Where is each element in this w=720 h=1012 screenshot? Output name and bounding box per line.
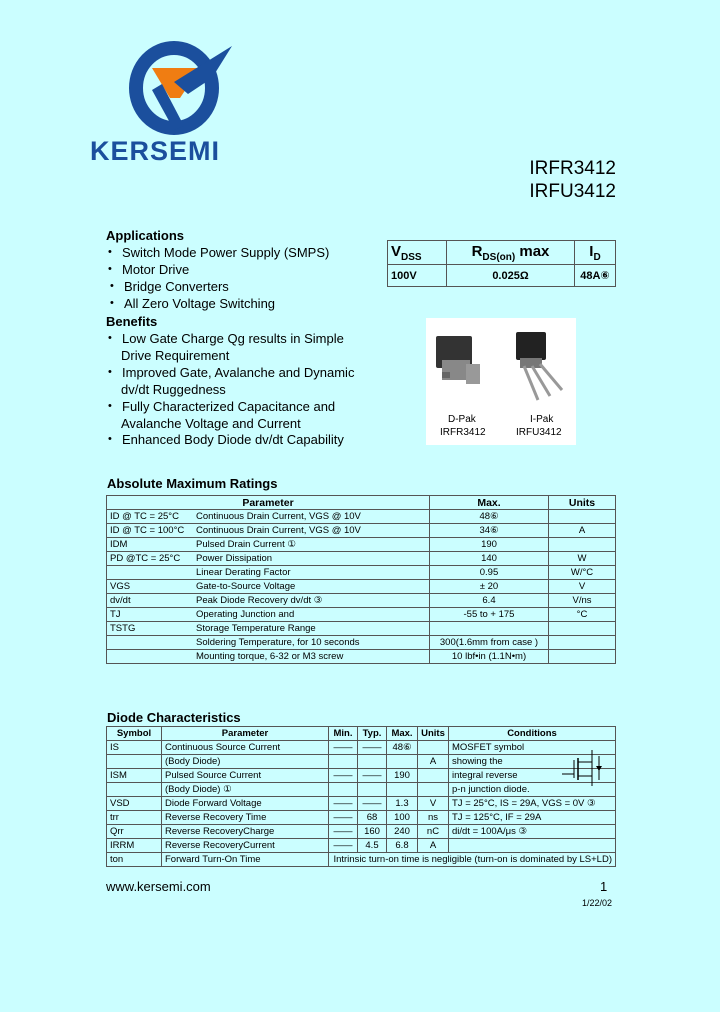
ipak-label: I-Pak	[530, 414, 554, 425]
cell-conditions: TJ = 125°C, IF = 29A	[449, 811, 616, 825]
rds-header: $R_{DS(on)}$ max	[447, 241, 575, 265]
cell-symbol: ton	[107, 853, 162, 867]
cell-parameter: Operating Junction and	[193, 608, 430, 622]
diode-row	[107, 839, 616, 853]
revision-date: 1/22/02	[582, 898, 613, 908]
cell-units: A	[549, 524, 616, 538]
ipak-part: IRFU3412	[516, 427, 562, 438]
cell-max	[430, 622, 549, 636]
cell-units: A	[418, 755, 449, 769]
diode-heading: Diode Characteristics	[107, 710, 241, 725]
cell-min: ——	[329, 811, 358, 825]
abs-max-row	[107, 580, 616, 594]
cell-units	[549, 622, 616, 636]
col-symbol: Symbol	[107, 727, 162, 741]
cell-units: A	[418, 839, 449, 853]
cell-max: 140	[430, 552, 549, 566]
cell-max: -55 to + 175	[430, 608, 549, 622]
part-number-2: IRFU3412	[529, 181, 616, 202]
cell-parameter: Reverse Recovery Time	[162, 811, 329, 825]
cell-typ	[358, 755, 387, 769]
app-item: • Motor Drive	[122, 261, 189, 278]
cell-units	[549, 538, 616, 552]
col-conditions: Conditions	[449, 727, 616, 741]
abs-max-row	[107, 524, 616, 538]
cell-typ: ——	[358, 741, 387, 755]
cell-typ: 4.5	[358, 839, 387, 853]
abs-max-table	[106, 495, 616, 664]
cell-max: 240	[387, 825, 418, 839]
cell-max: 100	[387, 811, 418, 825]
cell-symbol: IRRM	[107, 839, 162, 853]
cell-symbol: VSD	[107, 797, 162, 811]
cell-conditions: showing the	[449, 755, 616, 769]
cell-max: 1.3	[387, 797, 418, 811]
cell-parameter: Storage Temperature Range	[193, 622, 430, 636]
package-photo	[426, 318, 576, 445]
diode-row	[107, 755, 616, 769]
cell-symbol: TSTG	[107, 622, 194, 636]
cell-symbol: Qrr	[107, 825, 162, 839]
app-item: • Bridge Converters	[124, 278, 229, 295]
col-parameter: Parameter	[162, 727, 329, 741]
cell-symbol: IS	[107, 741, 162, 755]
benefit-item-cont: dv/dt Ruggedness	[121, 382, 226, 397]
cell-units	[549, 650, 616, 664]
cell-min: ——	[329, 825, 358, 839]
cell-max: 6.8	[387, 839, 418, 853]
abs-max-heading: Absolute Maximum Ratings	[107, 476, 278, 491]
cell-symbol	[107, 783, 162, 797]
abs-max-row	[107, 636, 616, 650]
cell-units: W/°C	[549, 566, 616, 580]
benefit-item: • Fully Characterized Capacitance and	[122, 398, 335, 415]
cell-min	[329, 783, 358, 797]
cell-symbol: ID @ TC = 100°C	[107, 524, 194, 538]
key-spec-table	[387, 240, 616, 287]
cell-units: V	[549, 580, 616, 594]
cell-conditions	[449, 839, 616, 853]
rds-value: 0.025Ω	[447, 265, 575, 287]
cell-symbol: ISM	[107, 769, 162, 783]
cell-parameter: Power Dissipation	[193, 552, 430, 566]
cell-max	[387, 755, 418, 769]
benefit-item: • Low Gate Charge Qg results in Simple	[122, 330, 344, 347]
abs-max-row	[107, 650, 616, 664]
cell-parameter: Forward Turn-On Time	[162, 853, 329, 867]
diode-row	[107, 797, 616, 811]
page-number: 1	[600, 879, 608, 894]
cell-max: 34⑥	[430, 524, 549, 538]
cell-parameter: Linear Derating Factor	[193, 566, 430, 580]
cell-conditions: integral reverse	[449, 769, 616, 783]
id-header: $I_D$	[575, 241, 616, 265]
col-parameter: Parameter	[107, 496, 430, 510]
footer-url[interactable]: www.kersemi.com	[106, 879, 211, 894]
cell-units: V/ns	[549, 594, 616, 608]
cell-parameter: Soldering Temperature, for 10 seconds	[193, 636, 430, 650]
col-min: Min.	[329, 727, 358, 741]
diode-table	[106, 726, 616, 867]
cell-max: 190	[387, 769, 418, 783]
abs-max-row	[107, 552, 616, 566]
cell-symbol: IDM	[107, 538, 194, 552]
cell-max: 190	[430, 538, 549, 552]
cell-parameter: (Body Diode) ①	[162, 783, 329, 797]
cell-max: 48⑥	[430, 510, 549, 524]
app-item: • Switch Mode Power Supply (SMPS)	[122, 244, 329, 261]
cell-parameter: Peak Diode Recovery dv/dt ③	[193, 594, 430, 608]
cell-max: 10 lbf•in (1.1N•m)	[430, 650, 549, 664]
cell-max: 0.95	[430, 566, 549, 580]
cell-typ: ——	[358, 797, 387, 811]
cell-units: °C	[549, 608, 616, 622]
cell-conditions: TJ = 25°C, IS = 29A, VGS = 0V ③	[449, 797, 616, 811]
abs-max-row	[107, 594, 616, 608]
col-units: Units	[549, 496, 616, 510]
cell-symbol: dv/dt	[107, 594, 194, 608]
abs-max-row	[107, 566, 616, 580]
cell-symbol	[107, 566, 194, 580]
benefit-item: • Enhanced Body Diode dv/dt Capability	[122, 431, 344, 448]
vdss-header: $V_{DSS}$	[388, 241, 447, 265]
benefits-heading: Benefits	[106, 314, 158, 329]
cell-units	[418, 769, 449, 783]
kersemi-logo	[122, 38, 240, 136]
col-max: Max.	[430, 496, 549, 510]
abs-max-row	[107, 538, 616, 552]
cell-conditions: Intrinsic turn-on time is negligible (turn-on is dominated by LS+LD)	[329, 853, 616, 867]
dpak-label: D-Pak	[448, 414, 476, 425]
benefit-item-cont: Avalanche Voltage and Current	[121, 416, 301, 431]
package-image	[426, 318, 576, 408]
vdss-value: 100V	[388, 265, 447, 287]
cell-parameter: Continuous Drain Current, VGS @ 10V	[193, 524, 430, 538]
cell-units: nC	[418, 825, 449, 839]
benefit-item: • Improved Gate, Avalanche and Dynamic	[122, 364, 354, 381]
cell-symbol: PD @TC = 25°C	[107, 552, 194, 566]
cell-units	[418, 741, 449, 755]
benefit-item-cont: Drive Requirement	[121, 348, 230, 363]
diode-row	[107, 769, 616, 783]
col-units: Units	[418, 727, 449, 741]
diode-row	[107, 811, 616, 825]
cell-parameter: Reverse RecoveryCharge	[162, 825, 329, 839]
cell-units: ns	[418, 811, 449, 825]
cell-min: ——	[329, 741, 358, 755]
cell-units	[418, 783, 449, 797]
cell-units: W	[549, 552, 616, 566]
cell-typ: 160	[358, 825, 387, 839]
logo-wordmark: KERSEMI	[90, 136, 221, 166]
diode-row	[107, 853, 616, 867]
cell-max: 6.4	[430, 594, 549, 608]
cell-symbol: VGS	[107, 580, 194, 594]
diode-row	[107, 783, 616, 797]
cell-max: ± 20	[430, 580, 549, 594]
cell-units	[549, 636, 616, 650]
cell-min	[329, 755, 358, 769]
applications-heading: Applications	[106, 228, 185, 243]
cell-symbol	[107, 755, 162, 769]
cell-conditions: di/dt = 100A/μs ③	[449, 825, 616, 839]
cell-max: 48⑥	[387, 741, 418, 755]
cell-typ: 68	[358, 811, 387, 825]
mosfet-symbol-icon	[556, 744, 608, 790]
cell-parameter: Pulsed Source Current	[162, 769, 329, 783]
cell-symbol: trr	[107, 811, 162, 825]
abs-max-row	[107, 608, 616, 622]
cell-parameter: Mounting torque, 6-32 or M3 screw	[193, 650, 430, 664]
cell-symbol	[107, 650, 194, 664]
cell-parameter: Continuous Drain Current, VGS @ 10V	[193, 510, 430, 524]
col-typ: Typ.	[358, 727, 387, 741]
cell-parameter: (Body Diode)	[162, 755, 329, 769]
cell-parameter: Continuous Source Current	[162, 741, 329, 755]
cell-conditions: MOSFET symbol	[449, 741, 616, 755]
cell-parameter: Reverse RecoveryCurrent	[162, 839, 329, 853]
cell-parameter: Pulsed Drain Current ①	[193, 538, 430, 552]
app-item: • All Zero Voltage Switching	[124, 295, 275, 312]
diode-row	[107, 741, 616, 755]
abs-max-row	[107, 622, 616, 636]
cell-conditions: p-n junction diode.	[449, 783, 616, 797]
cell-units: V	[418, 797, 449, 811]
cell-min: ——	[329, 769, 358, 783]
cell-symbol: TJ	[107, 608, 194, 622]
cell-symbol: ID @ TC = 25°C	[107, 510, 194, 524]
part-number-1: IRFR3412	[529, 158, 616, 179]
col-max: Max.	[387, 727, 418, 741]
id-value: 48A⑥	[575, 265, 616, 287]
cell-max	[387, 783, 418, 797]
cell-parameter: Diode Forward Voltage	[162, 797, 329, 811]
cell-min: ——	[329, 797, 358, 811]
cell-parameter: Gate-to-Source Voltage	[193, 580, 430, 594]
diode-row	[107, 825, 616, 839]
cell-symbol	[107, 636, 194, 650]
dpak-part: IRFR3412	[440, 427, 486, 438]
cell-max: 300(1.6mm from case )	[430, 636, 549, 650]
cell-units	[549, 510, 616, 524]
cell-typ: ——	[358, 769, 387, 783]
cell-typ	[358, 783, 387, 797]
cell-min: ——	[329, 839, 358, 853]
abs-max-row	[107, 510, 616, 524]
